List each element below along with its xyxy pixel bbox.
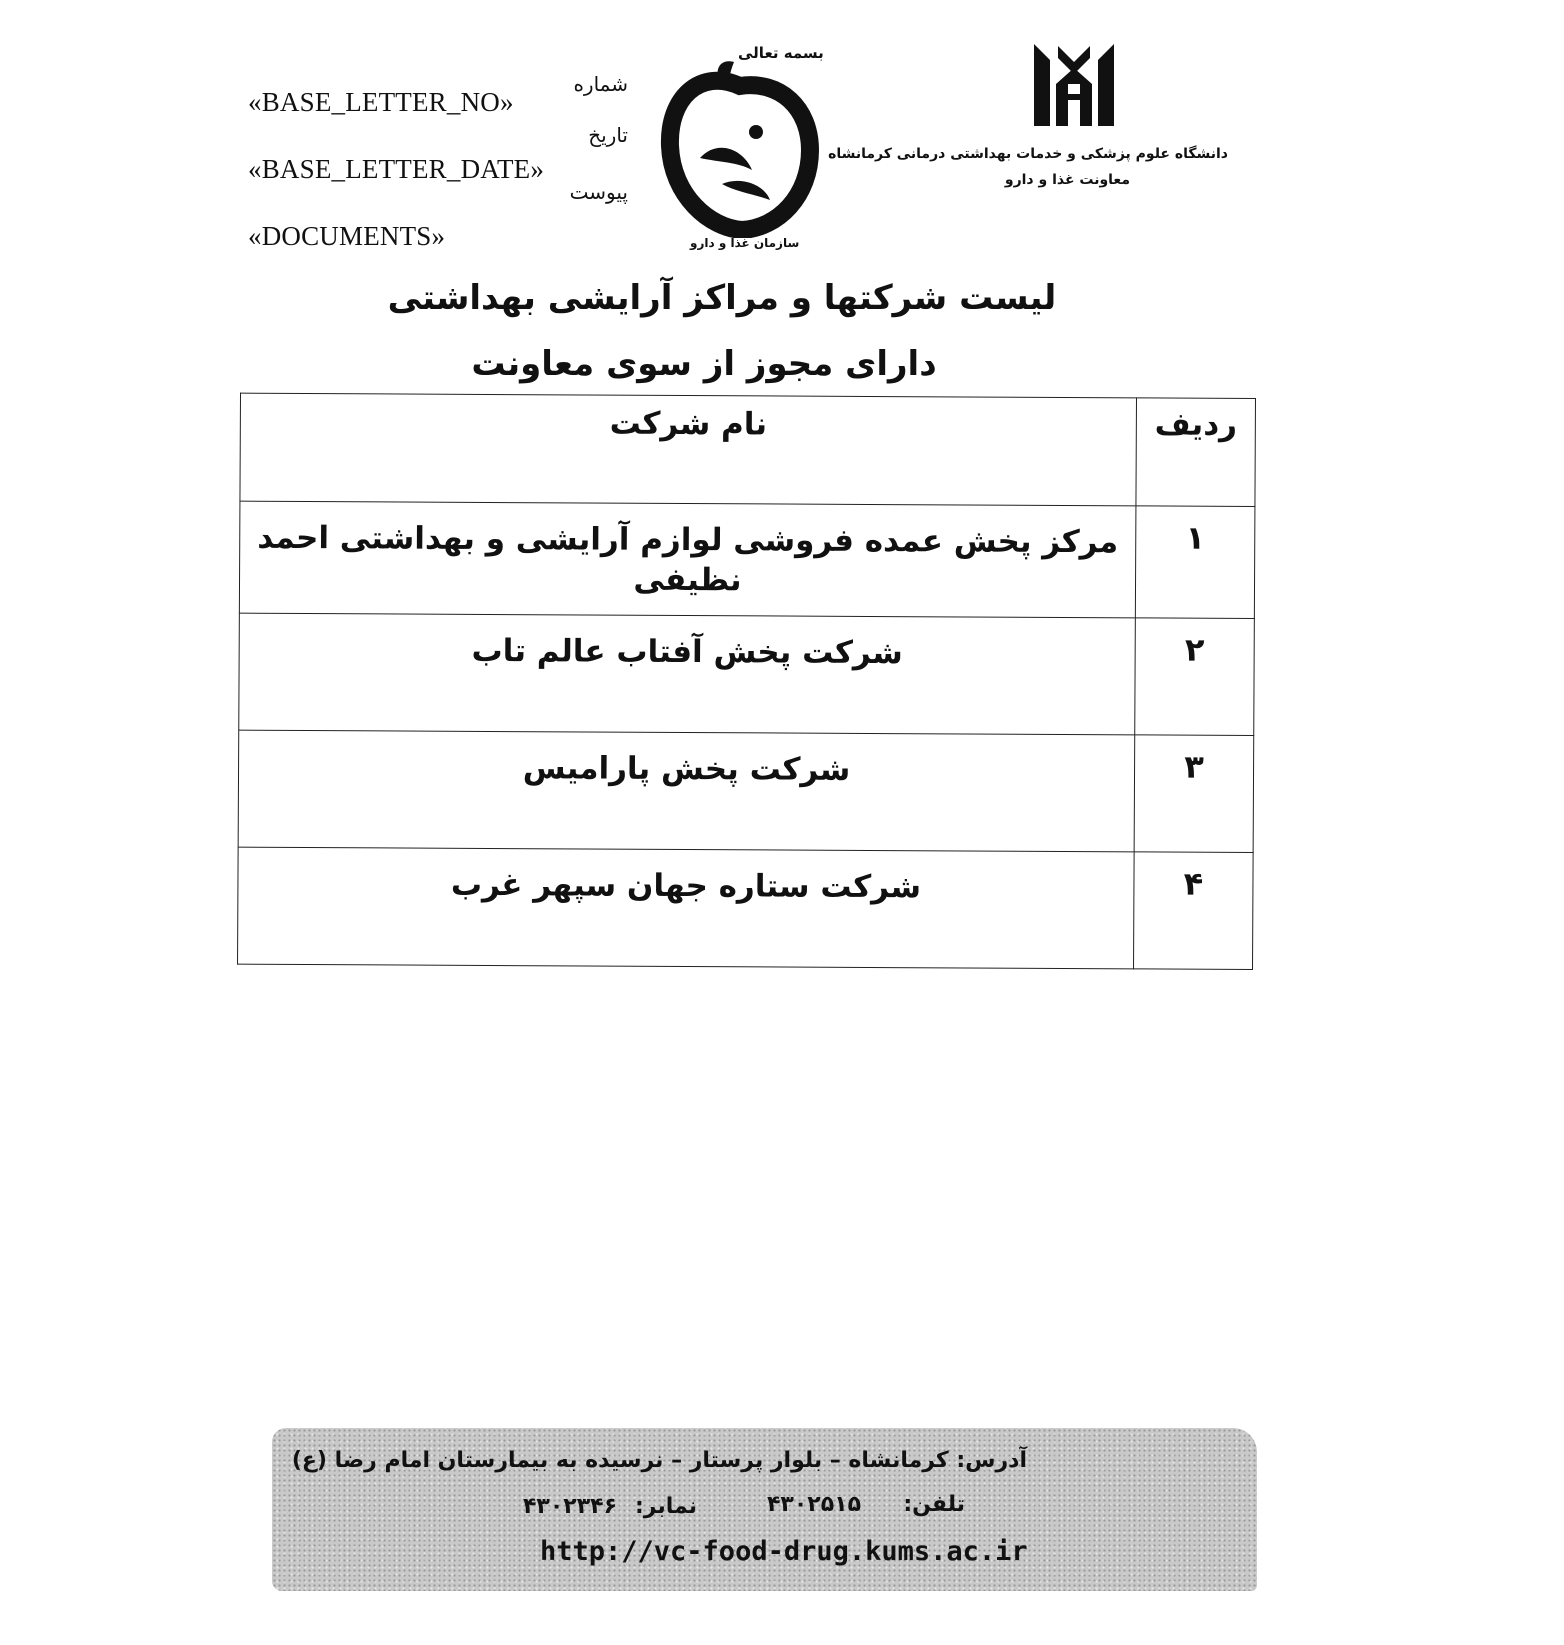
header-index: ردیف (1136, 398, 1256, 507)
row-company-name: مرکز پخش عمده فروشی لوازم آرایشی و بهداشتی احمد نظیفی (239, 501, 1136, 618)
footer-box (272, 1428, 1257, 1591)
food-drug-emblem-icon (660, 58, 820, 238)
table-row (239, 613, 1255, 735)
university-name: دانشگاه علوم پزشکی و خدمات بهداشتی درمانی کرمانشاه (828, 146, 1228, 162)
row-index: ۴ (1134, 852, 1254, 970)
letter-date-row (248, 123, 628, 185)
table-header-row (240, 393, 1256, 506)
row-index: ۱ (1135, 506, 1255, 619)
letter-attachment-row (248, 180, 628, 252)
footer-fax: ۴۳۰۲۳۴۶ (523, 1494, 617, 1519)
page-subtitle: دارای مجوز از سوی معاونت (471, 344, 937, 384)
bismillah-text: بسمه تعالی (738, 44, 824, 62)
table-row (239, 501, 1255, 618)
letter-attachment-label: پیوست (569, 180, 628, 204)
letter-number-label: شماره (573, 72, 628, 96)
row-index: ۲ (1135, 618, 1255, 736)
footer-address: آدرس: کرمانشاه – بلوار پرستار – نرسیده به بیمارستان امام رضا (ع) (291, 1448, 1027, 1473)
companies-table (237, 393, 1256, 970)
letter-date-label: تاریخ (588, 123, 628, 147)
footer-url-link[interactable]: http://vc-food-drug.kums.ac.ir (540, 1536, 1028, 1567)
footer-fax-label: نمابر: (634, 1494, 697, 1519)
table-row (238, 730, 1254, 852)
footer-phone: ۴۳۰۲۵۱۵ (767, 1492, 861, 1517)
row-company-name: شرکت پخش آفتاب عالم تاب (239, 613, 1136, 735)
page-title: لیست شرکتها و مراکز آرایشی بهداشتی (387, 278, 1057, 318)
letter-number-row (248, 72, 628, 118)
logo-caption: سازمان غذا و دارو (690, 236, 800, 250)
row-company-name: شرکت ستاره جهان سپهر غرب (238, 847, 1135, 969)
letter-date-value: «BASE_LETTER_DATE» (248, 154, 545, 184)
food-drug-logo (660, 38, 830, 268)
row-company-name: شرکت پخش پارامیس (238, 730, 1135, 852)
header-name: نام شرکت (240, 393, 1137, 506)
footer-phone-label: تلفن: (903, 1492, 965, 1517)
university-logo (1028, 40, 1120, 130)
letter-attachment-value: «DOCUMENTS» (248, 221, 446, 251)
letter-number-value: «BASE_LETTER_NO» (248, 87, 514, 117)
table-row (238, 847, 1254, 969)
university-emblem-icon (1028, 40, 1120, 132)
university-department: معاونت غذا و دارو (1004, 172, 1130, 188)
row-index: ۳ (1134, 735, 1254, 853)
logo-latin-text: IRFDO (716, 218, 755, 232)
